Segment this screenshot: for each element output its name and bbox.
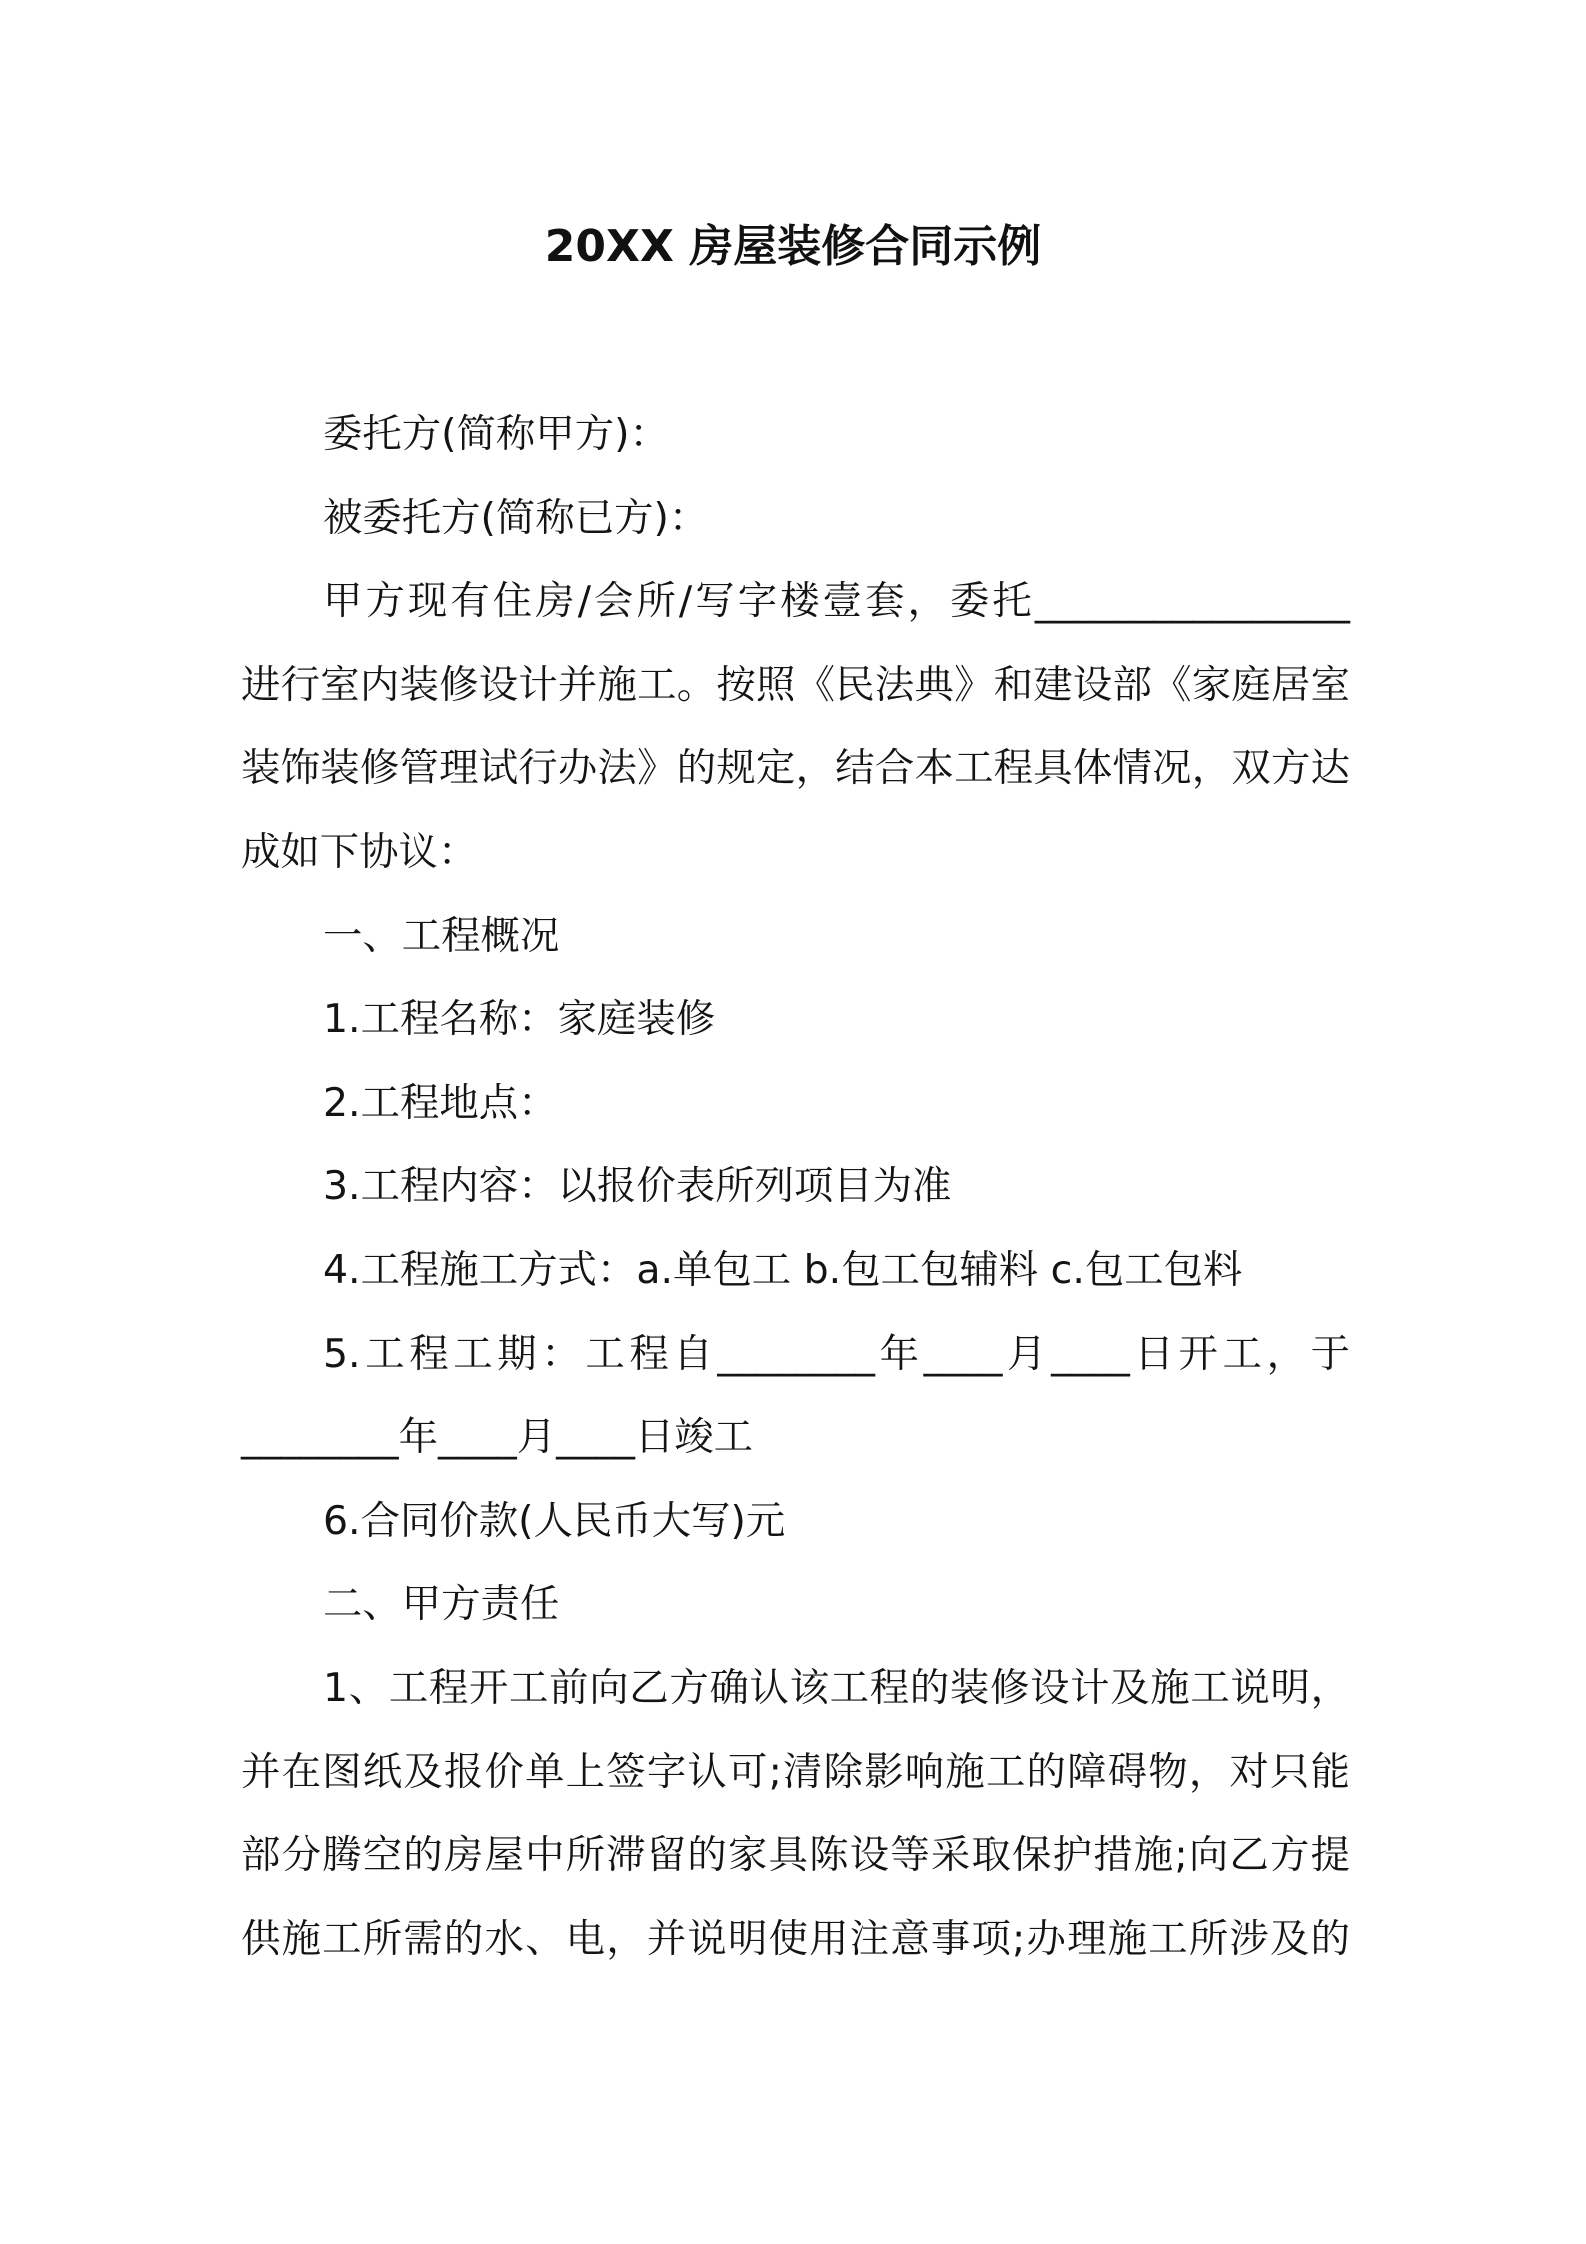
document-title: 20XX 房屋装修合同示例	[544, 221, 1042, 272]
item-contract-price	[241, 1480, 1350, 1564]
clause-party-a-1	[241, 1647, 1350, 1981]
paragraph-line: 部分腾空的房屋中所滞留的家具陈设等采取保护措施;向乙方提	[241, 1832, 1350, 1879]
paragraph-line: 二、甲方责任	[323, 1581, 560, 1628]
paragraph-line: 3.工程内容：以报价表所列项目为准	[323, 1163, 952, 1210]
section-heading-party-a-duties	[241, 1563, 1350, 1647]
paragraph-line: 1.工程名称：家庭装修	[323, 996, 716, 1043]
paragraph-line: 并在图纸及报价单上签字认可;清除影响施工的障碍物，对只能	[241, 1748, 1350, 1795]
paragraph-line: 6.合同价款(人民币大写)元	[323, 1497, 786, 1544]
section-heading-overview	[241, 895, 1350, 979]
item-construction-method	[241, 1229, 1350, 1313]
paragraph-line: 成如下协议：	[241, 828, 478, 875]
paragraph-line: 装饰装修管理试行办法》的规定，结合本工程具体情况，双方达	[241, 745, 1350, 792]
paragraph-line: ________年____月____日竣工	[241, 1414, 754, 1461]
item-project-name	[241, 978, 1350, 1062]
paragraph-line: 委托方(简称甲方)：	[323, 411, 669, 457]
document-body	[241, 393, 1350, 1981]
paragraph-line: 4.工程施工方式：a.单包工 b.包工包辅料 c.包工包料	[323, 1246, 1243, 1293]
item-construction-period	[241, 1313, 1350, 1480]
paragraph-client	[241, 393, 1350, 477]
paragraph-line: 进行室内装修设计并施工。按照《民法典》和建设部《家庭居室	[241, 661, 1350, 708]
paragraph-line: 1、工程开工前向乙方确认该工程的装修设计及施工说明，	[323, 1664, 1350, 1711]
item-project-content	[241, 1145, 1350, 1229]
paragraph-line: 5.工程工期：工程自________年____月____日开工，于	[323, 1330, 1350, 1377]
paragraph-line: 供施工所需的水、电，并说明使用注意事项;办理施工所涉及的	[241, 1915, 1350, 1962]
item-project-location	[241, 1062, 1350, 1146]
paragraph-contractor	[241, 477, 1350, 561]
paragraph-line: 被委托方(简称已方)：	[323, 494, 709, 541]
paragraph-line: 甲方现有住房/会所/写字楼壹套，委托________________	[323, 578, 1350, 625]
paragraph-preamble	[241, 560, 1350, 894]
paragraph-line: 一、工程概况	[323, 912, 560, 959]
paragraph-line: 2.工程地点：	[323, 1079, 558, 1126]
